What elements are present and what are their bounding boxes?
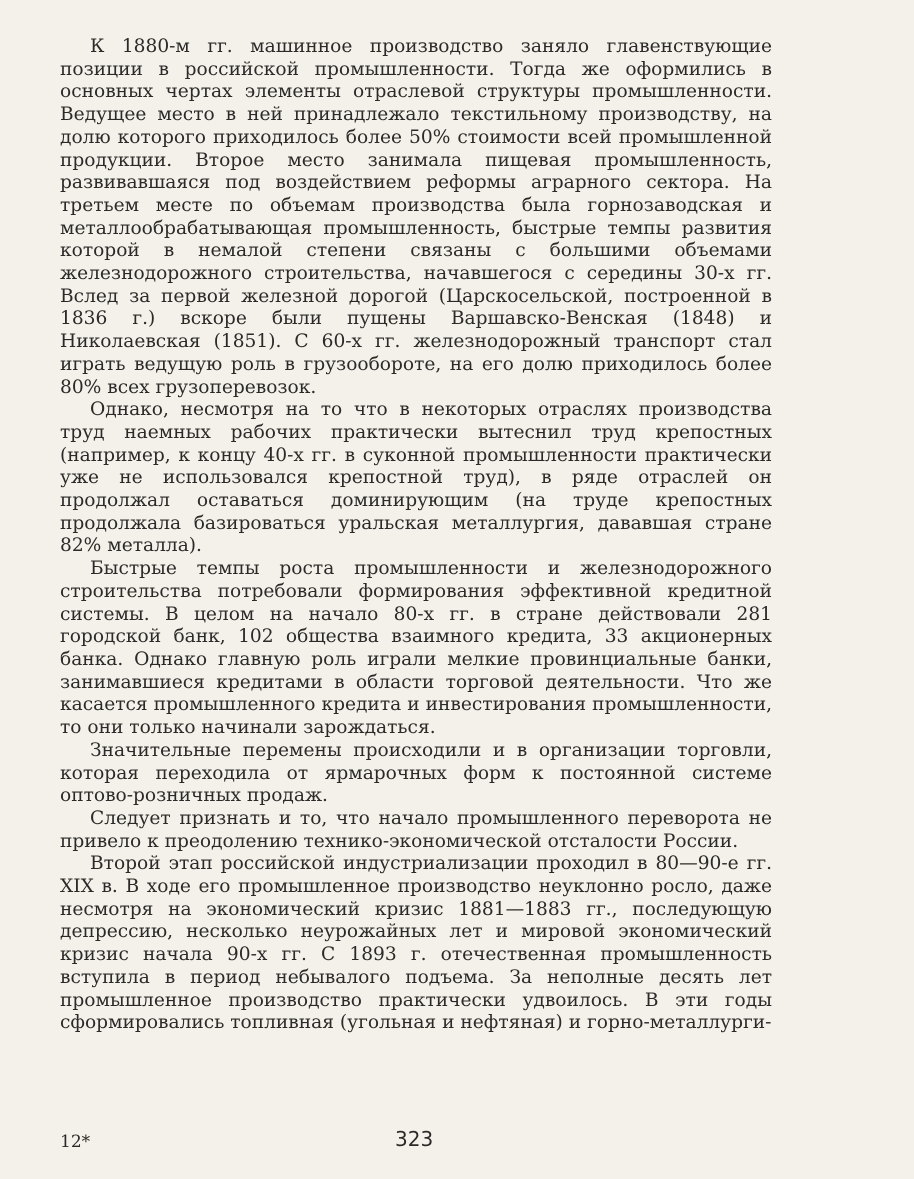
paragraph-3: Быстрые темпы роста промышленности и железнодорожного строительства потребовали формирования эффективной кредитной системы. В целом на начало 80-х гг. в стране действовали 281 городской банк, 102 общества взаимного кредита, 33 акционерных банка. Однако главную роль играли мелкие провинциальные банки, занимавшиеся кредитами в области торговой деятельности. Что же касается промышленного кредита и инвестирования промышленности, то они только начинали зарождаться.: [60, 558, 772, 739]
body-text: [60, 36, 772, 1035]
paragraph-1: К 1880-м гг. машинное производство заняло главенствующие позиции в российской промышленности. Тогда же оформились в основных чертах элементы отраслевой структуры промышленности. Ведущее место в ней принадлежало текстильному производству, на долю которого приходилось более 50% стоимости всей промышленной продукции. Второе место занимала пищевая промышленность, развивавшаяся под воздействием реформы аграрного сектора. На третьем месте по объемам производства была горнозаводская и металлообрабатывающая промышленность, быстрые темпы развития которой в немалой степени связаны с большими объемами железнодорожного строительства, начавшегося с середины 30-х гг. Вслед за первой железной дорогой (Царскосельской, построенной в 1836 г.) вскоре были пущены Варшавско-Венская (1848) и Николаевская (1851). С 60-х гг. железнодорожный транспорт стал играть ведущую роль в грузообороте, на его долю приходилось более 80% всех грузоперевозок.: [60, 36, 772, 398]
paragraph-2: Однако, несмотря на то что в некоторых отраслях производства труд наемных рабочих практически вытеснил труд крепостных (например, к концу 40-х гг. в суконной промышленности практически уже не использовался крепостной труд), в ряде отраслей он продолжал оставаться доминирующим (на труде крепостных продолжала базироваться уральская металлургия, дававшая стране 82% металла).: [60, 399, 772, 557]
paragraph-6: Второй этап российской индустриализации проходил в 80—90-е гг. XIX в. В ходе его промышленное производство неуклонно росло, даже несмотря на экономический кризис 1881—1883 гг., последующую депрессию, несколько неурожайных лет и мировой экономический кризис начала 90-х гг. С 1893 г. отечественная промышленность вступила в период небывалого подъема. За неполные десять лет промышленное производство практически удвоилось. В эти годы сформировались топливная (угольная и нефтяная) и горно-металлурги-: [60, 853, 772, 1034]
page-number: 323: [395, 1127, 434, 1151]
paragraph-4: Значительные перемены происходили и в организации торговли, которая переходила от ярмарочных форм к постоянной системе оптово-розничных продаж.: [60, 739, 772, 807]
printer-signature: 12*: [60, 1132, 91, 1152]
paragraph-5: Следует признать и то, что начало промышленного переворота не привело к преодолению технико-экономической отсталости России.: [60, 807, 772, 852]
